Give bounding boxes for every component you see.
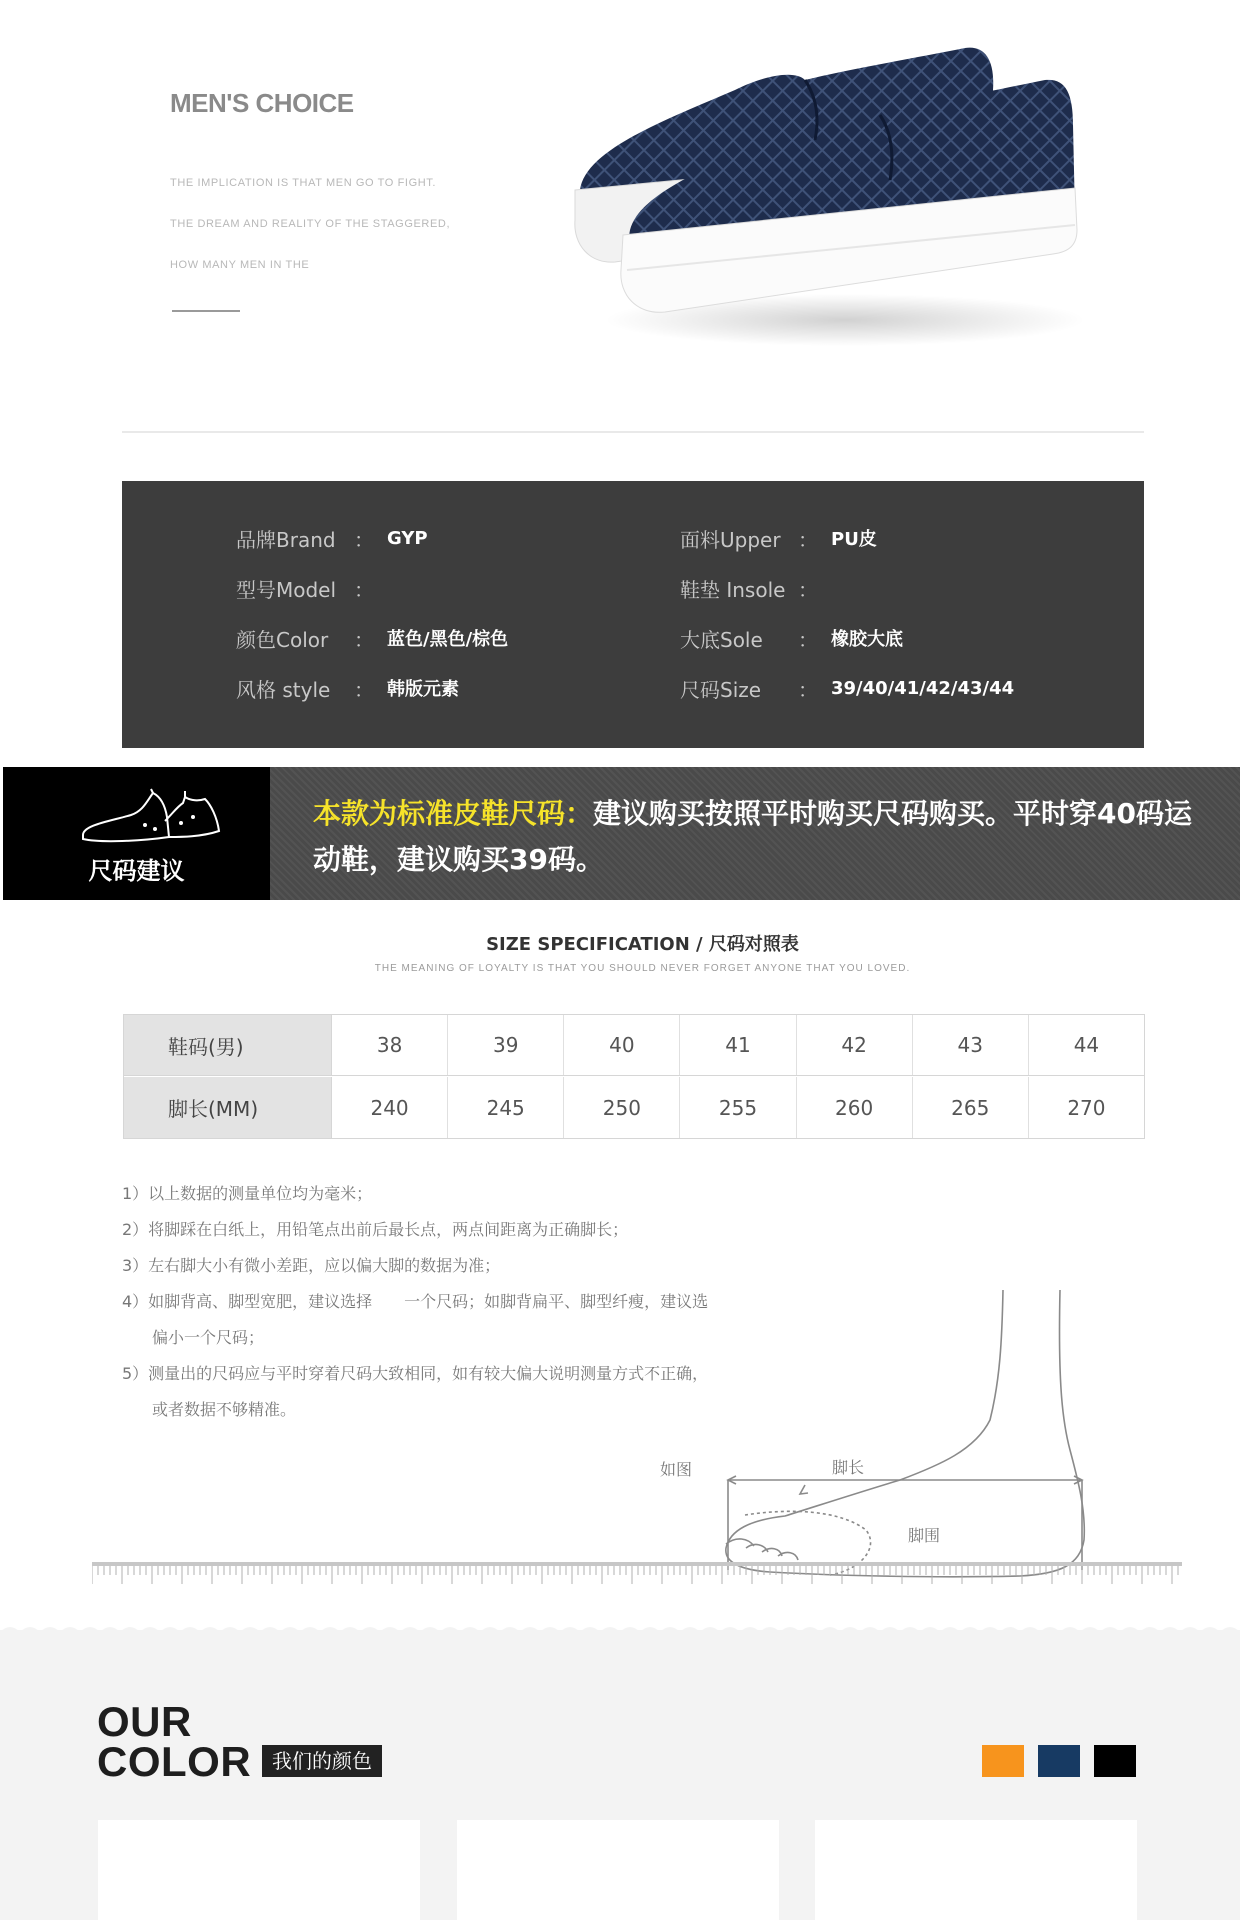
hero-rule <box>172 310 240 312</box>
spec-label: 风格 style <box>236 677 331 702</box>
note-line: 或者数据不够精准。 <box>152 1400 297 1419</box>
our-color-heading <box>97 1698 252 1785</box>
foot-girth-label: 脚围 <box>908 1526 941 1545</box>
color-card <box>98 1820 420 1920</box>
example-label: 如图 <box>660 1460 693 1479</box>
spec-colon: ： <box>354 577 374 602</box>
section-divider <box>122 431 1144 433</box>
spec-row-insole <box>680 573 831 603</box>
hero-tagline-line: THE IMPLICATION IS THAT MEN GO TO FIGHT. <box>170 177 437 189</box>
foot-measurement-diagram <box>640 1280 1200 1600</box>
spec-colon: ： <box>798 627 818 652</box>
our-color-heading-line: COLOR <box>97 1738 252 1785</box>
table-cell: 270 <box>1067 1095 1106 1120</box>
table-cell: 255 <box>680 1077 796 1138</box>
table-cell: 42 <box>797 1015 913 1075</box>
table-cell: 43 <box>913 1015 1029 1075</box>
size-table <box>123 1014 1145 1139</box>
spec-label: 颜色Color <box>236 627 329 652</box>
size-table-subtitle: THE MEANING OF LOYALTY IS THAT YOU SHOULD NEVER FORGET ANYONE THAT YOU LOVED. <box>374 963 911 974</box>
size-advice-label: 尺码建议 <box>88 857 185 885</box>
table-cell: 40 <box>564 1015 680 1075</box>
color-swatch-navy[interactable] <box>1038 1745 1080 1777</box>
hero-title: MEN'S CHOICE <box>170 88 354 118</box>
spec-colon: ： <box>354 527 374 552</box>
table-row-header: 脚长(MM) <box>124 1077 332 1138</box>
spec-value: PU皮 <box>831 529 877 550</box>
table-row <box>124 1015 1144 1076</box>
spec-row-brand <box>236 523 428 553</box>
foot-length-label: 脚长 <box>832 1458 865 1477</box>
spec-value: 蓝色/黑色/棕色 <box>387 629 509 650</box>
spec-label: 尺码Size <box>680 677 762 702</box>
spec-label: 品牌Brand <box>236 527 336 552</box>
spec-label: 面料Upper <box>680 527 781 552</box>
hero-tagline-line: HOW MANY MEN IN THE <box>170 259 310 271</box>
note-line: 2）将脚踩在白纸上，用铅笔点出前后最长点，两点间距离为正确脚长； <box>122 1220 629 1239</box>
color-swatch-orange[interactable] <box>982 1745 1024 1777</box>
spec-colon: ： <box>798 527 818 552</box>
spec-colon: ： <box>798 577 818 602</box>
spec-value: 韩版元素 <box>387 679 459 700</box>
hero-section <box>0 0 1240 440</box>
table-cell: 265 <box>913 1077 1029 1138</box>
spec-row-size <box>680 673 1014 703</box>
spec-row-model <box>236 573 387 603</box>
our-color-heading-line: OUR <box>97 1698 192 1745</box>
spec-row-style <box>236 673 459 703</box>
spec-colon: ： <box>354 677 374 702</box>
size-advice-badge <box>3 767 270 900</box>
measuring-ruler <box>92 1562 1182 1590</box>
note-line: 4）如脚背高、脚型宽肥，建议选择 一个尺码；如脚背扁平、脚型纤瘦，建议选 <box>122 1292 709 1311</box>
table-cell: 39 <box>448 1015 564 1075</box>
spec-row-sole <box>680 623 903 653</box>
spec-value: GYP <box>387 527 428 549</box>
size-advice-text <box>313 791 1213 883</box>
our-color-cn-tag: 我们的颜色 <box>262 1745 382 1777</box>
size-advice-banner <box>3 767 1240 900</box>
hero-tagline <box>170 175 450 298</box>
table-cell: 41 <box>680 1015 796 1075</box>
spec-panel <box>122 481 1144 748</box>
spec-label: 大底Sole <box>680 627 763 652</box>
size-advice-body: 建议购买按照平时购买尺码购买。平时穿40码运动鞋，建议购买39码。 <box>313 797 1192 876</box>
spec-label: 鞋垫 Insole <box>680 577 786 602</box>
size-advice-highlight: 本款为标准皮鞋尺码： <box>313 797 594 830</box>
table-cell: 245 <box>448 1077 564 1138</box>
table-row <box>124 1077 1144 1138</box>
table-cell: 250 <box>564 1077 680 1138</box>
color-swatch-black[interactable] <box>1094 1745 1136 1777</box>
table-cell: 240 <box>332 1077 448 1138</box>
color-card <box>457 1820 779 1920</box>
note-line: 1）以上数据的测量单位均为毫米； <box>122 1184 373 1203</box>
color-card <box>815 1820 1137 1920</box>
shoe-outline-icon <box>81 787 227 847</box>
spec-row-upper <box>680 523 877 553</box>
size-table-title: SIZE SPECIFICATION / 尺码对照表 <box>486 934 799 955</box>
product-shoe-image <box>545 30 1105 350</box>
spec-value: 39/40/41/42/43/44 <box>831 677 1015 699</box>
hero-tagline-line: THE DREAM AND REALITY OF THE STAGGERED, <box>170 218 451 230</box>
note-line: 偏小一个尺码； <box>152 1328 265 1347</box>
spec-value: 橡胶大底 <box>831 629 903 650</box>
spec-row-color <box>236 623 508 653</box>
table-row-header: 鞋码(男) <box>124 1015 332 1075</box>
spec-colon: ： <box>798 677 818 702</box>
table-cell: 260 <box>797 1077 913 1138</box>
note-line: 5）测量出的尺码应与平时穿着尺码大致相同，如有较大偏大说明测量方式不正确， <box>122 1364 709 1383</box>
note-line: 3）左右脚大小有微小差距，应以偏大脚的数据为准； <box>122 1256 501 1275</box>
table-cell: 38 <box>332 1015 448 1075</box>
spec-label: 型号Model <box>236 577 337 602</box>
table-cell: 44 <box>1073 1033 1100 1057</box>
spec-colon: ： <box>354 627 374 652</box>
